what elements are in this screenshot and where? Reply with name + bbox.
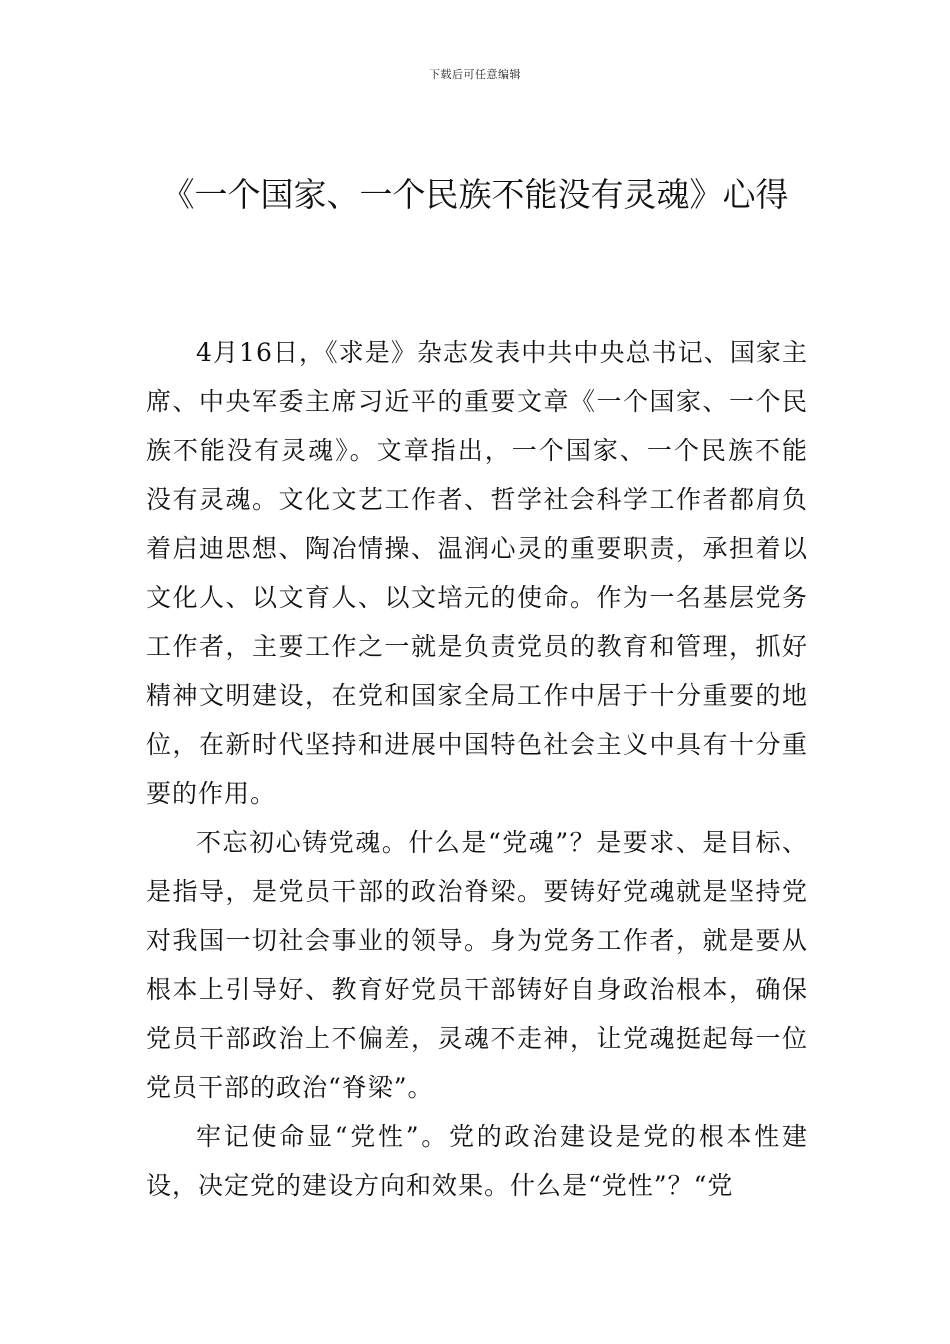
paragraph-3: 牢记使命显“党性”。党的政治建设是党的根本性建设，决定党的建设方向和效果。什么是“党性”？“党 bbox=[146, 1122, 808, 1200]
paragraph-2: 不忘初心铸党魂。什么是“党魂”？是要求、是目标、是指导，是党员干部的政治脊梁。要铸好党魂就是坚持党对我国一切社会事业的领导。身为党务工作者，就是要从根本上引导好、教育好党员干部铸好自身政治根本，确保党员干部政治上不偏差，灵魂不走神，让党魂挺起每一位党员干部的政治“脊梁”。 bbox=[146, 828, 808, 1102]
paragraph-1: 4月16日，《求是》杂志发表中共中央总书记、国家主席、中央军委主席习近平的重要文章《一个国家、一个民族不能没有灵魂》。文章指出，一个国家、一个民族不能没有灵魂。文化文艺工作者、哲学社会科学工作者都肩负着启迪思想、陶冶情操、温润心灵的重要职责，承担着以文化人、以文育人、以文培元的使命。作为一名基层党务工作者，主要工作之一就是负责党员的教育和管理，抓好精神文明建设，在党和国家全局工作中居于十分重要的地位，在新时代坚持和进展中国特色社会主义中具有十分重要的作用。 bbox=[146, 338, 808, 808]
document-body bbox=[146, 328, 808, 1210]
header-note: 下载后可任意编辑 bbox=[429, 68, 521, 81]
document-title: 《一个国家、一个民族不能没有灵魂》心得 bbox=[161, 175, 789, 214]
